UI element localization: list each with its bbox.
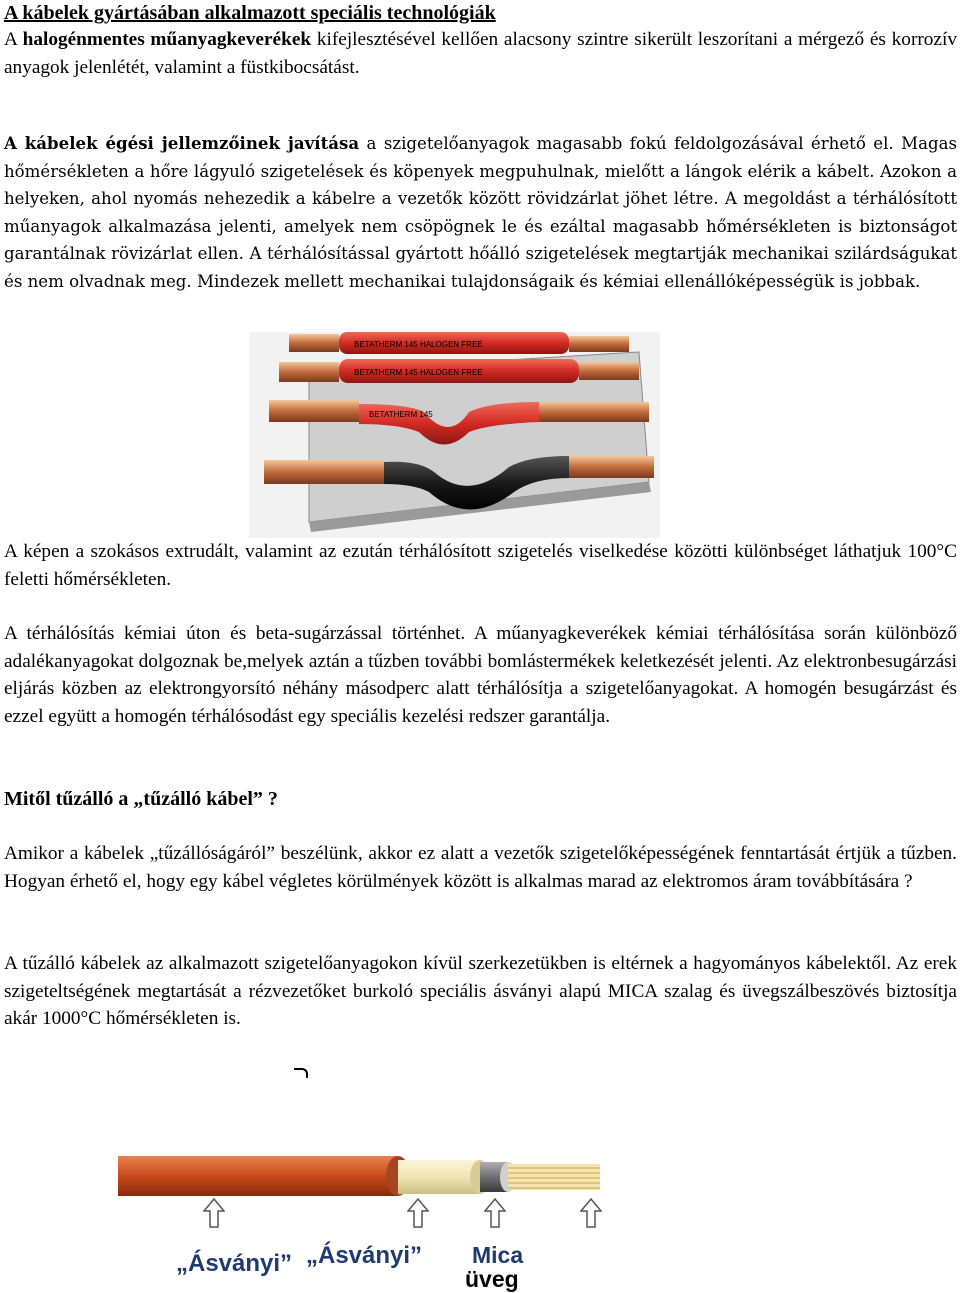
paragraph-halogen-free (4, 26, 957, 81)
cable-photo-graphic (249, 332, 660, 538)
paragraph-burn-characteristics (4, 130, 957, 295)
cable-structure-diagram (110, 1150, 630, 1291)
copper-strands (508, 1164, 600, 1190)
stray-mark (294, 1068, 308, 1078)
cable-photo (249, 332, 660, 538)
paragraph-photo-caption: A képen a szokásos extrudált, valamint az ezután térhálósított szigetelés viselkedése közötti különbséget láthatjuk 100°C feletti hőmérsékleten. (4, 541, 957, 590)
arrow-up-icon (203, 1198, 225, 1228)
mineral-layer (398, 1160, 480, 1194)
cable-structure-graphic (110, 1150, 630, 1200)
photo-label-low: BETATHERM 145 (369, 410, 433, 419)
p1-pre: A (4, 29, 23, 50)
photo-label-top: BETATHERM 145 HALOGEN FREE (354, 340, 483, 349)
label-mineral-2: „Ásványi” (306, 1242, 423, 1269)
photo-label-mid: BETATHERM 145 HALOGEN FREE (354, 368, 483, 377)
label-glass: üveg (465, 1266, 519, 1292)
page-title: A kábelek gyártásában alkalmazott speciális technológiák (4, 2, 496, 24)
paragraph-fire-resistance: Amikor a kábelek „tűzállóságáról” beszélünk, akkor ez alatt a vezetők szigetelőképességének fenntartását értjük a tűzben. Hogyan érhető el, hogy egy kábel végletes körülmények között is alkalmas marad az elektromos áram továbbítására ? (4, 843, 957, 892)
p1-post: kifejlesztésével kellően alacsony szintre sikerült leszorítani a mérgező és korrozív anyagok jelenlétét, valamint a füstkibocsátást. (4, 29, 957, 78)
paragraph-mica-tape: A tűzálló kábelek az alkalmazott szigetelőanyagokon kívül szerkezetükben is eltérnek a hagyományos kábelektől. Az erek szigeteltségének megtartását a rézvezetőket burkoló speciális ásványi alapú MICA szalag és üvegszálbeszövés biztosítja akár 1000°C hőmérsékleten is. (4, 953, 957, 1029)
outer-sheath (118, 1156, 398, 1196)
label-mineral-1: „Ásványi” (176, 1250, 293, 1277)
arrow-up-icon (484, 1198, 506, 1228)
arrow-up-icon (580, 1198, 602, 1228)
paragraph-crosslinking: A térhálósítás kémiai úton és beta-sugárzással történhet. A műanyagkeverékek kémiai térhálósítása során különböző adalékanyagokat dolgoznak be,melyek aztán a tűzben további bomlástermékek keletkezését jelenti. Az elektronbesugárzási eljárás közben az elektrongyorsító néhány másodperc alatt térhálósítja a szigetelőanyagokat. A homogén besugárzást és ezzel együtt a homogén térhálósodást egy speciális kezelési redszer garantálja. (4, 623, 957, 727)
section-heading-fireproof: Mitől tűzálló a „tűzálló kábel” ? (4, 788, 278, 810)
label-mica: Mica (472, 1242, 524, 1268)
p2-post: a szigetelőanyagok magasabb fokú feldolgozásával érhető el. Magas hőmérsékleten a hőre lágyuló szigetelések és köpenyek megpuhulnak, mielőtt a lángok elérik a kábelt. Azokon a helyeken, ahol nyomás nehezedik a kábelre a vezetők között rövidzárlat jöhet létre. A megoldást a térhálósított műanyagok alkalmazása jelenti, amelyek nem csöpögnek le és ezáltal magasabb hőmérsékleten is biztonságot garantálnak rövizárlat ellen. A térhálósítással gyártott hőálló szigetelések megtartják mechanikai szilárdságukat és nem olvadnak meg. Mindezek mellett mechanikai tulajdonságaik és kémiai ellenállóképességük is jobbak. (4, 134, 957, 291)
p1-bold: halogénmentes műanyagkeverékek (22, 29, 312, 50)
p2-bold: A kábelek égési jellemzőinek javítása (4, 133, 360, 153)
arrow-up-icon (407, 1198, 429, 1228)
